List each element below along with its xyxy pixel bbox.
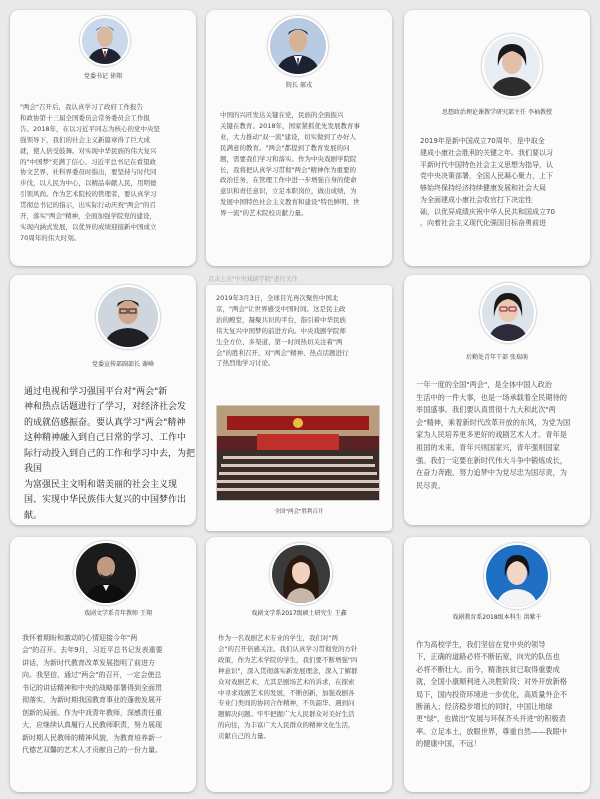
card-title: 党委书记 徐翔 — [84, 73, 122, 80]
card-text: 中国的兴旺发达关键在党，民族的全面振兴 关键在教育。2018年，国家紧抓优先发展教育事 业，大力推动"双一流"建设，切实做到了办好人 民满意的教育。"两会"都提到了教育发展的问 题，需要我们学习和落实。作为中央戏剧学院院 长，我将把认真学习贯彻"两会"精神作为重要的 政治任务，在管理工作中进一步增强自身的使命 意识和责任意识，立足本职岗位，做出成绩，为 发展中国特色社会主义教育和建设"特色鲜明、世 界一流"的艺术院校贡献力量。 — [220, 111, 361, 218]
card-text: 一年一度的全国"两会"，是全体中国人政治 生活中的一件大事，也是一场承载着全民期待的 举国盛事。我们要认真贯彻十九大和此次"两 会"精神，乘着新时代改革开放的东风，为党为国 家为人民培养更多更好的戏剧艺术人才。青年是 祖国的未来，青年兴则国家兴，青年强则国家 强。我们一定要在新时代伟大斗争中锻炼成长， 在奋力奔跑、努力追梦中为党尽忠为国尽责，为 民尽责。 — [416, 380, 571, 490]
card-text: 通过电视和学习强国平台对"两会"新 神和热点话题进行了学习，对经济社会发 的成就倍感振奋。要认真学习"两会"精神 这种精神融入到自己日常的学习、工作中 际行动投入到自己的工作和学习中去，为把我国 为富强民主文明和谐美丽的社会主义现 国、实现中华民族伟大复兴的中国梦作出 献。 — [24, 387, 196, 521]
card-text: 2019年是新中国成立70周年，是中取全 建成小康社会胜利的关键之年。我们要以习 平新时代中国特色社会主义思想为指导，认 党中央决策部署，全国人民凝心聚力，上下 够始终保持经济持续健康发展和社会大局 为全面建成小康社会收官打下决定性 础，以优异成绩庆祝中华人民共和国成立70 ，向着社会主义现代化强国目标奋勇前进 — [420, 137, 555, 228]
card-undergraduate — [404, 537, 590, 792]
card-title: 后勤处青年干部 张瑞萌 — [466, 354, 528, 361]
photo-caption: 全国"两会"胜利召开 — [274, 509, 324, 515]
card-young-teacher — [10, 537, 196, 792]
avatar-undergraduate — [484, 543, 550, 609]
card-text: 作为高校学生，我们坚信在党中央的领导 下，正确的道路必将不断拓宽，向光的队伍也 必将不断壮大。而今，精准扶贫已取得重要成 就，全国小康顺利进入决胜阶段；对外开放新格 局下，国内投资环境进一步优化，高质量外企不 断涌入；经济稳步增长的同时，中国让地球 更"绿"，也做出"发展与环保齐头并进"的积极表 率。立足本土，放眼世界，尊重自然——我眼中 的健康中国，不远！ — [416, 640, 567, 748]
card-text: "两会"召开后，我认真学习了政府工作报告 和政协第十三届全国委员会常务委员会工作报 告。2018年，在以习近平同志为核心的党中央坚 强领导下，我们的社会主义新篇章得了巨大成 就，使人倍受鼓舞。对实现中华民族的伟大复兴 的"中国梦"充满了信心。习近平总书记在看望政 协文艺界、社科界委员时指出，要坚持与时代同 步伐，以人民为中心，以精品奉献人民，用明德 引领风尚。作为艺术院校的管理者，要认真学习 贯彻总书记的指示，出实际行动庆祝"两会"的召 开，落实"两会"精神，全面加强学院党的建设， 实现内涵式发展，以优异的成绩迎接新中国成立 70周年的伟大时刻。 — [20, 103, 161, 242]
follow-note: 点击上方"中央戏剧学院"进行关注 — [208, 276, 298, 283]
card-president — [206, 10, 392, 266]
avatar-young-teacher — [74, 541, 138, 605]
avatar-graduate-student — [270, 543, 332, 605]
avatar-party-secretary — [80, 16, 130, 66]
avatar-logistics-cadre — [480, 283, 536, 343]
card-two-sessions-news — [206, 285, 392, 531]
avatar-propaganda-deputy — [96, 285, 160, 349]
card-title: 党委宣传部副部长 谢峰 — [92, 361, 154, 368]
card-title: 思想政治理论课教学研究部主任 李袖教授 — [442, 109, 552, 116]
card-title: 戏剧文学系2017级硕士研究生 王鑫 — [251, 610, 347, 617]
avatar-ideology-director — [482, 34, 542, 98]
card-party-secretary — [10, 10, 196, 266]
card-ideology-director — [404, 10, 590, 266]
card-title: 戏剧文学系青年教师 王翔 — [84, 610, 152, 617]
card-graduate-student — [206, 537, 392, 792]
card-text: 我怀着期盼和激动的心情迎接今年"两 会"的召开。去年9月，习近平总书记发表重要 讲话，为新时代教育改革发展指明了前进方 向。我坚信，通过"两会"的召开，一定会使总 书记的讲话精神和中央的战略部署得到全面贯 彻落实，为新时期我国教育事业的蓬勃发展开 创新的局面。作为中戏青年教师，深感责任重 大，应继续认真履行人民教师职责，努力展现 新时期人民教师的精神风貌，为教育培养新一 代德艺双馨的艺术人才贡献自己的一份力量。 — [22, 634, 163, 755]
card-propaganda-deputy — [10, 275, 196, 525]
avatar-president — [268, 16, 328, 76]
card-title: 院长 郝戎 — [286, 82, 312, 89]
conference-photo — [216, 405, 380, 501]
card-title: 戏剧教育系2018级本科生 洪紫千 — [452, 614, 542, 621]
card-text: 2019年3月3日，全球目光再次聚焦中国北 京，"两会"让世界感受中国时间。这是民主政 治的殿堂，凝聚共识的平台，指引着中华民族 伟大复兴中国梦的前进方向。中央戏剧学院师 生全方位、多渠道、第一时间热切关注着"两 会"的胜利召开，对"两会"精神、热点话题进行 了热烈地学习讨论。 — [216, 294, 349, 368]
card-text: 作为一名戏剧艺术专业的学生，我们对"两 会"的召开倍感关注。我们认真学习贯彻党的方针 政策，作为艺术学院的学生，我们要不断增强"四 种意识"，深入贯彻落实新发展理念，深入了解群 众对戏剧艺术，尤其是剧场艺术的诉求，在探索 中寻求戏剧艺术的发展，不断创新，加强戏剧各 专业门类间的协同合作精神，不负韶华、遇到问 题解决问题。牢牢把握广大人民群众对美好生活 的向往，为丰富广大人民群众的精神文化生活， 贡献自己的力量。 — [218, 634, 358, 741]
card-logistics-cadre — [404, 275, 590, 525]
